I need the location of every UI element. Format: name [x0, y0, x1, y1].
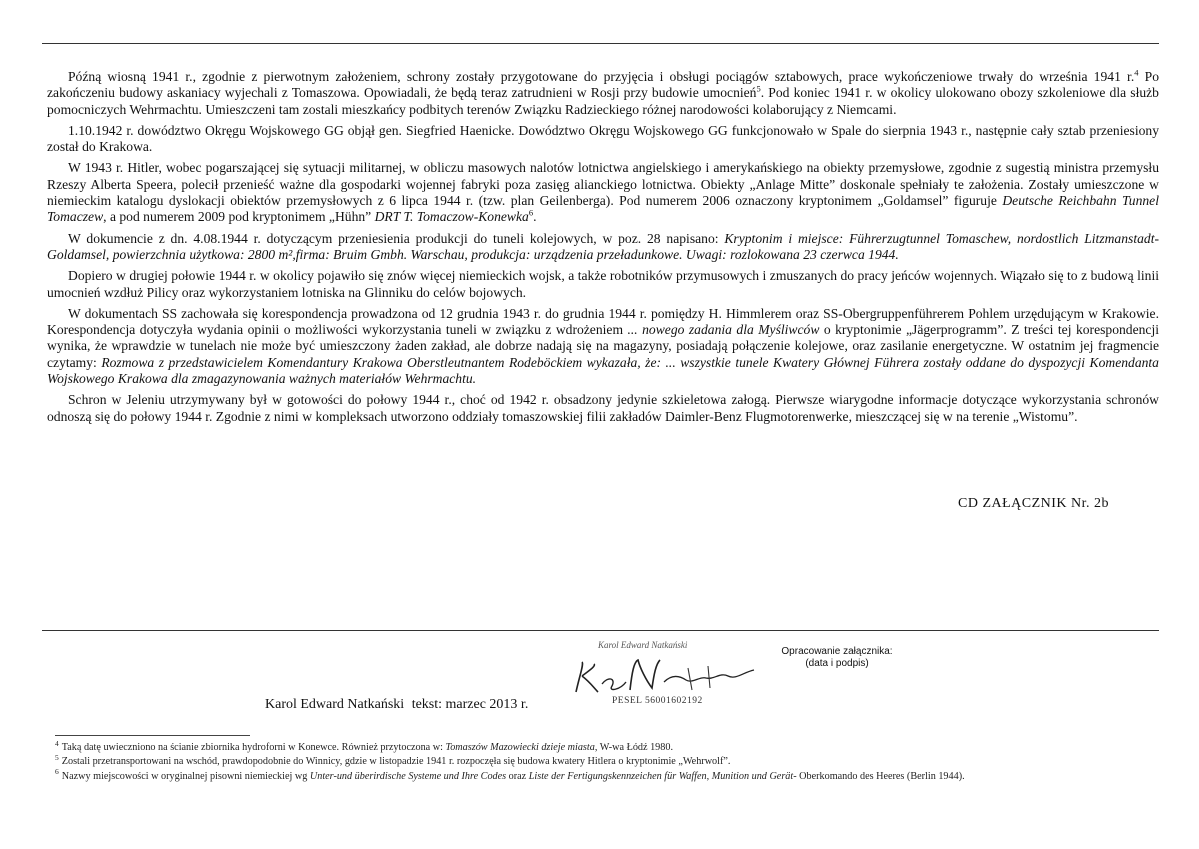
- paragraph-3: W 1943 r. Hitler, wobec pogarszającej się sytuacji militarnej, w obliczu masowych nalotów lotnictwa angielskiego i amerykańskiego na obiekty przemysłowe, zgodnie z sugestią ministra przemysłu Rzeszy Alberta Speera, polecił przenieść ważne dla gospodarki wojennej fabryki poza zasięg alianckiego lotnictwa. Obiekty „Anlage Mitte” doskonale spełniały te założenia. Zostały umieszczone w niemieckim katalogu dyslokacji obiektów przemysłowych z 6 lipca 1944 r. (tzw. plan Geilenberga). Pod numerem 2006 oznaczony kryptonimem „Goldamsel” figuruje Deutsche Reichbahn Tunnel Tomaczew, a pod numerem 2009 pod kryptonimem „Hühn” DRT T. Tomaczow-Konewka$^6$.: [47, 160, 1159, 225]
- paragraph-7: Schron w Jeleniu utrzymywany był w gotowości do połowy 1944 r., choć od 1942 r. obsadzony jedynie szkieletowa załogą. Pierwsze wiarygodne informacje dotyczące wykorzystania schronów odnoszą się do połowy 1944 r. Zgodnie z nimi w kompleksach utworzono oddziały tomaszowskiej filii zakładów Daimler-Benz Flugmotorenwerke, mieszczącej się w na terenie „Wistomu”.: [47, 392, 1159, 424]
- footnote-4: $^4$ Taką datę uwieczniono na ścianie zbiornika hydroforni w Konewce. Również przytoczona w: Tomaszów Mazowiecki dzieje miasta, W-wa Łódź 1980.: [55, 738, 673, 753]
- signature-stamp: [568, 640, 773, 708]
- paragraph-1: Późną wiosną 1941 r., zgodnie z pierwotnym założeniem, schrony zostały przygotowane do przyjęcia i obsługi pociągów sztabowych, prace wykończeniowe trwały do września 1941 r.$^4$ Po zakończeniu budowy askaniacy wyjechali z Tomaszowa. Opowiadali, że będą teraz zatrudnieni w Rosji przy budowie umocnień$^5$. Pod koniec 1941 r. w okolicy ulokowano obozy szkoleniowe dla służb pomocniczych Wehrmachtu. Umieszczeni tam zostali mieszkańcy podbitych terenów Związku Radzieckiego różnej narodowości kolaborujący z Niemcami.: [47, 67, 1159, 117]
- paragraph-6: W dokumentach SS zachowała się korespondencja prowadzona od 12 grudnia 1943 r. do grudnia 1944 r. pomiędzy H. Himmlerem oraz SS-Obergruppenführerem Pohlem urzędującym w Krakowie. Korespondencja dotyczyła wydania opinii o możliwości wykorzystania tuneli w związku z wdrożeniem ... nowego zadania dla Myśliwców o kryptonimie „Jägerprogramm”. Z treści tej korespondencji wynika, że wprawdzie w tunelach nie może być umieszczony żaden zakład, ale dobrze nadają się na magazyny, posiadają połączenie kolejowe, oraz zasilanie energetyczne. W ostatnim jej fragmencie czytamy: Rozmowa z przedstawicielem Komendantury Krakowa Oberstleutnantem Rodeböckiem wykazała, że: ... wszystkie tunele Kwatery Głównej Führera zostały oddane do dyspozycji Komendanta Wojskowego Krakowa dla zmagazynowania ważnych materiałów Wehrmachtu.: [47, 305, 1159, 387]
- footnote-ref-4: 4: [1134, 67, 1139, 78]
- stamp-name: Karol Edward Natkański: [598, 640, 688, 650]
- footnote-ref-6: 6: [528, 207, 534, 218]
- paragraph-2: 1.10.1942 r. dowództwo Okręgu Wojskowego GG objął gen. Siegfried Haenicke. Dowództwo Okręgu Wojskowego GG funkcjonowało w Spale do sierpnia 1943 r., następnie cały sztab przeniesiony został do Krakowa.: [47, 122, 1159, 155]
- paragraph-4: W dokumencie z dn. 4.08.1944 r. dotyczącym przeniesienia produkcji do tuneli kolejowych, w poz. 28 napisano: Kryptonim i miejsce: Führerzugtunnel Tomaschew, nordostlich Litzmanstadt-Goldamsel, powierzchnia użytkowa: 2800 m²,firma: Bruim Gmbh. Warschau, produkcja: urządzenia przeładunkowe. Uwagi: rozlokowana 23 czerwca 1944.: [47, 230, 1159, 262]
- preparation-label-line1: Opracowanie załącznika:: [781, 646, 893, 657]
- preparation-label-line2: (data i podpis): [805, 658, 869, 669]
- stamp-pesel: PESEL 56001602192: [612, 696, 703, 706]
- bottom-divider: [42, 630, 1159, 631]
- handwritten-signature: [568, 654, 768, 702]
- body-text: [47, 69, 1159, 430]
- preparation-label: [772, 646, 902, 670]
- paragraph-5: Dopiero w drugiej połowie 1944 r. w okolicy pojawiło się znów więcej niemieckich wojsk, a także robotników przymusowych i zmuszanych do pracy jeńców wojennych. Wiązało się to z budową linii umocnień wzdłuż Pilicy oraz wykorzystaniem lotniska na Glinniku do celów bojowych.: [47, 268, 1159, 300]
- author-name: Karol Edward Natkański: [265, 697, 405, 712]
- top-divider: [42, 43, 1159, 44]
- text-date: tekst: marzec 2013 r.: [411, 697, 529, 712]
- footnote-6: $^6$ Nazwy miejscowości w oryginalnej pisowni niemieckiej wg Unter-und überirdische Systeme und Ihre Codes oraz Liste der Fertigungskennzeichen für Waffen, Munition und Gerät- Oberkomando des Heeres (Berlin 1944).: [55, 767, 965, 782]
- footnote-ref-5: 5: [756, 83, 761, 94]
- footnote-5: $^5$ Zostali przetransportowani na wschód, prawdopodobnie do Winnicy, gdzie w listopadzie 1941 r. rozpoczęła się budowa kwatery Hitlera o kryptonimie „Wehrwolf”.: [55, 753, 731, 768]
- footnote-divider: [55, 735, 250, 736]
- footnotes: [55, 738, 1155, 785]
- appendix-label: CD ZAŁĄCZNIK Nr. 2b: [958, 496, 1110, 511]
- author-line: [265, 697, 528, 713]
